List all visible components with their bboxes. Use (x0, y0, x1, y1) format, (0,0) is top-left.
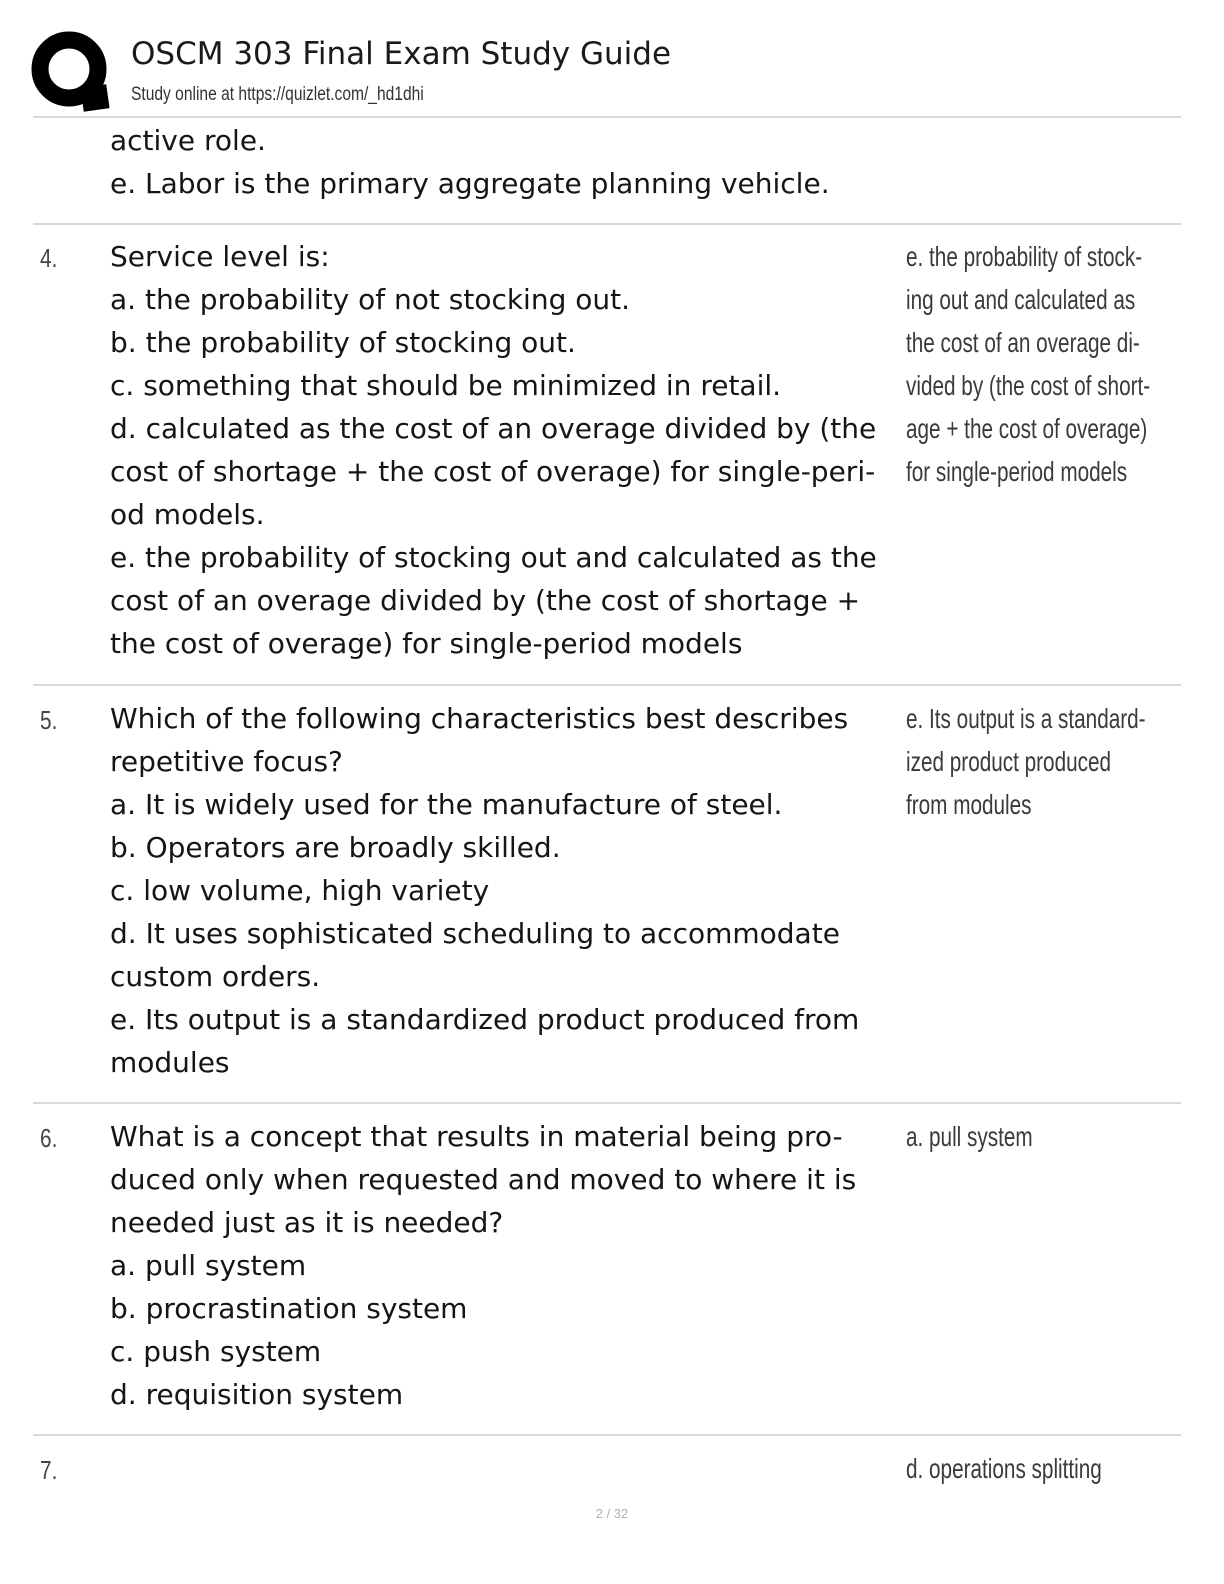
question-text (110, 1115, 910, 1416)
question-line: repetitive focus? (110, 745, 343, 778)
question-number: 5. (40, 705, 58, 735)
question-line: e. Its output is a standardized product produced from (110, 1003, 860, 1036)
answer-line: for single-period models (906, 456, 1128, 487)
document-title: OSCM 303 Final Exam Study Guide (131, 36, 672, 72)
question-line: a. It is widely used for the manufacture of steel. (110, 788, 783, 821)
question-line: Which of the following characteristics best describes (110, 702, 849, 735)
question-line: custom orders. (110, 960, 321, 993)
answer-line: from modules (906, 789, 1032, 820)
row-divider (33, 684, 1181, 686)
question-number: 4. (40, 243, 58, 273)
question-line: a. the probability of not stocking out. (110, 283, 631, 316)
question-line: a. pull system (110, 1249, 307, 1282)
question-line: c. something that should be minimized in retail. (110, 369, 782, 402)
answer-line: ized product produced (906, 746, 1112, 777)
question-line: duced only when requested and moved to where it is (110, 1163, 857, 1196)
answer-line: vided by (the cost of short- (906, 370, 1151, 401)
question-line: modules (110, 1046, 230, 1079)
answer-line: the cost of an overage di- (906, 327, 1140, 358)
question-line: active role. (110, 124, 266, 157)
question-line: od models. (110, 498, 265, 531)
question-number: 7. (40, 1455, 58, 1485)
question-line: e. the probability of stocking out and calculated as the (110, 541, 877, 574)
answer-line: ing out and calculated as (906, 284, 1136, 315)
question-line: b. procrastination system (110, 1292, 468, 1325)
question-line: e. Labor is the primary aggregate planning vehicle. (110, 167, 830, 200)
question-line: What is a concept that results in material being pro- (110, 1120, 843, 1153)
question-line: cost of an overage divided by (the cost of shortage + (110, 584, 861, 617)
row-divider (33, 1434, 1181, 1436)
quizlet-logo-icon (30, 30, 112, 112)
question-continuation (110, 119, 910, 205)
row-divider (33, 223, 1181, 225)
answer-line: d. operations splitting (906, 1453, 1102, 1484)
question-line: Service level is: (110, 240, 330, 273)
question-line: cost of shortage + the cost of overage) for single-peri- (110, 455, 876, 488)
header-divider (33, 116, 1181, 118)
question-line: d. calculated as the cost of an overage divided by (the (110, 412, 877, 445)
question-text (110, 697, 910, 1084)
row-divider (33, 1102, 1181, 1104)
question-line: d. It uses sophisticated scheduling to accommodate (110, 917, 840, 950)
question-line: b. Operators are broadly skilled. (110, 831, 561, 864)
question-number: 6. (40, 1123, 58, 1153)
question-text (110, 235, 910, 665)
answer-line: e. Its output is a standard- (906, 703, 1146, 734)
answer-text (906, 235, 1158, 493)
question-line: c. low volume, high variety (110, 874, 490, 907)
answer-text (906, 697, 1158, 826)
study-online-link[interactable]: Study online at https://quizlet.com/_hd1dhi (131, 84, 424, 105)
question-line: needed just as it is needed? (110, 1206, 504, 1239)
question-line: c. push system (110, 1335, 322, 1368)
answer-text (906, 1447, 1158, 1490)
answer-line: age + the cost of overage) (906, 413, 1148, 444)
answer-line: e. the probability of stock- (906, 241, 1143, 272)
question-line: b. the probability of stocking out. (110, 326, 576, 359)
answer-text (906, 1115, 1158, 1158)
answer-line: a. pull system (906, 1121, 1033, 1152)
question-line: d. requisition system (110, 1378, 404, 1411)
question-line: the cost of overage) for single-period models (110, 627, 743, 660)
page-number: 2 / 32 (595, 1506, 629, 1521)
